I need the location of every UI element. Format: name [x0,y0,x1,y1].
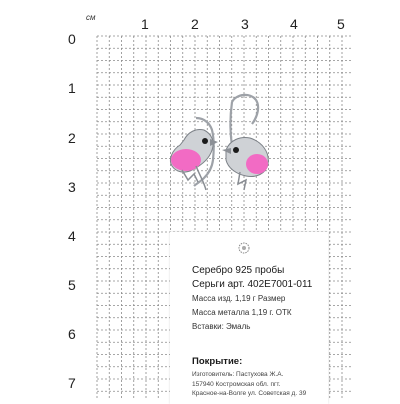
top-ruler-label-1: 1 [141,16,149,32]
left-ruler-label-3: 3 [68,179,76,195]
tag-metal-weight: Масса металла 1,19 г. ОТК [192,308,292,317]
left-ruler-label-2: 2 [68,130,76,146]
assay-seal-icon [238,242,250,254]
left-ruler-label-5: 5 [68,277,76,293]
price-tag [170,232,328,404]
tag-metal: Серебро 925 пробы [192,265,285,276]
tag-address-1: 157940 Костромская обл. пгт. [192,381,281,388]
top-ruler-label-3: 3 [241,16,249,32]
left-ruler-label-6: 6 [68,326,76,342]
top-ruler-label-2: 2 [191,16,199,32]
bird-eye [233,147,239,153]
left-ruler-label-1: 1 [68,80,76,96]
left-ruler-label-0: 0 [68,31,76,47]
tag-item-weight: Масса изд. 1,19 г Размер [192,294,286,303]
tag-inserts: Вставки: Эмаль [192,322,251,331]
enamel-fill [246,154,268,174]
tag-coating: Покрытие: [192,356,243,367]
tag-address-2: Красное-на-Волге ул. Советская д. 39 [192,390,307,397]
tag-article: Серьги арт. 402Е7001-011 [192,279,313,290]
top-ruler-label-4: 4 [290,16,298,32]
left-ruler-label-4: 4 [68,228,76,244]
right-earring [222,95,268,190]
tag-manufacturer: Изготовитель: Пастухова Ж.А. [192,371,284,378]
top-ruler-label-5: 5 [337,16,345,32]
bird-eye [202,138,208,144]
left-ruler-label-7: 7 [68,375,76,391]
unit-label: см [86,13,96,22]
left-earring [170,118,218,190]
